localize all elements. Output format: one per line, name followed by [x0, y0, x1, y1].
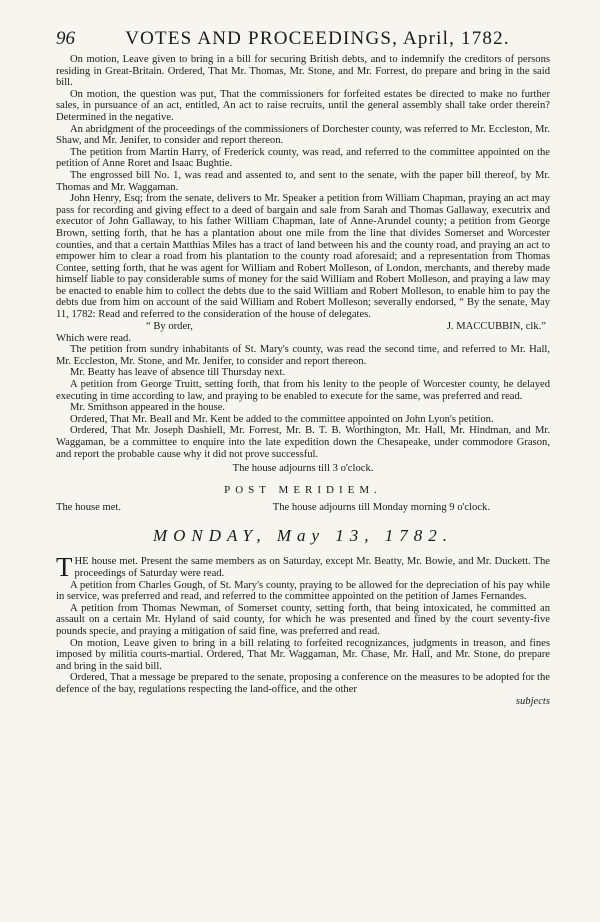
catchword: subjects: [515, 695, 550, 707]
paragraph: A petition from Charles Gough, of St. Mary's county, praying to be allowed for the depreciation of his pay while in service, was preferred and read, and referred to the committee appointed on the petition of James Fernandes.: [56, 579, 550, 603]
section-heading: POST MERIDIEM.: [224, 483, 382, 496]
by-order: “ By order,: [146, 320, 193, 332]
signature-line: [56, 321, 550, 333]
page-number: 96: [56, 28, 75, 49]
paragraph: On motion, the question was put, That the commissioners for forfeited estates be directed to make no further sales, in pursuance of an act, entitled, An act to raise recruits, until the general assembly shall take order therein? Determined in the negative.: [56, 88, 550, 123]
paragraph-text: HE house met. Present the same members as on Saturday, except Mr. Beatty, Mr. Bowie, and Mr. Duckett. The proceedings of Saturday were read.: [74, 556, 550, 579]
adjournment-note: The house adjourns till 3 o'clock.: [232, 463, 374, 475]
page-title: VOTES AND PROCEEDINGS, April, 1782.: [125, 28, 510, 49]
paragraph: The petition from sundry inhabitants of St. Mary's county, was read the second time, and referred to Mr. Hall, Mr. Eccleston, Mr. Stone, and Mr. Jenifer, to consider and report thereon.: [56, 344, 550, 367]
paragraph: Mr. Smithson appeared in the house.: [70, 402, 226, 414]
clerk-name: J. MACCUBBIN, clk.”: [446, 320, 546, 332]
paragraph: A petition from Thomas Newman, of Somerset county, setting forth, that being intoxicated, he committed an assault on a certain Mr. Hyland of said county, for which he was presented and fined by the court seventy-five pounds specie, and praying a mitigation of said fine, was preferred and read.: [56, 602, 550, 637]
paragraph: On motion, Leave given to bring in a bill for securing British debts, and to indemnify the creditors of persons residing in Great-Britain. Ordered, That Mr. Thomas, Mr. Stone, and Mr. Forrest, do prepare and bring in the said bill.: [56, 54, 550, 89]
drop-cap: T: [56, 552, 73, 583]
body-text: [56, 54, 550, 707]
paragraph: A petition from George Truitt, setting forth, that from his lenity to the people of Worcester county, he delayed executing in time according to law, and praying to be enabled to execute for the same, was preferred and read.: [56, 379, 550, 402]
date-heading: MONDAY, May 13, 1782.: [152, 526, 454, 546]
paragraph: On motion, Leave given to bring in a bill relating to forfeited recognizances, judgments in treason, and fines imposed by militia courts-martial. Ordered, That Mr. Waggaman, Mr. Chase, Mr. Hall, and Mr. Stone, do prepare and bring in the said bill.: [56, 637, 550, 672]
paragraph: [56, 552, 550, 583]
paragraph: John Henry, Esq; from the senate, delivers to Mr. Speaker a petition from William Chapman, praying an act may pass for recording and giving effect to a deed of bargain and sale from Sarah and Thomas Gallaway, executrix and executor of John Gallaway, to his father William Chapman, late of Anne-Arundel county; a petition from George Brown, setting forth, that he has a plantation about one mile from the line that divides Somerset and Worcester counties, and that a certain Matthias Miles has a tract of land between his and the county road, and praying an act to empower him to clear a road from his plantation to the county road aforesaid; and a representation from Thomas Contee, setting forth, that he was agent for William and Robert Molleson, of London, merchants, and thereby made himself liable to pay considerable sums of money for the said William and Robert Molleson, and praying a law may be enacted to enable him to collect the debts due to the said William and Robert Molleson, to enable him to pay the debts due from him on account of the said William and Robert Molleson; severally endorsed, “ By the senate, May 11, 1782: Read and referred to the consideration of the house of delegates.: [56, 193, 550, 321]
paragraph: The petition from Martin Harry, of Frederick county, was read, and referred to the committee appointed on the petition of Anne Roret and Isaac Bughtie.: [56, 146, 550, 170]
paragraph: Ordered, That Mr. Beall and Mr. Kent be added to the committee appointed on John Lyon's petition.: [70, 413, 494, 425]
adjournment-note: The house adjourns till Monday morning 9 o'clock.: [272, 502, 490, 514]
paragraph: The engrossed bill No. 1, was read and assented to, and sent to the senate, with the paper bill thereof, by Mr. Thomas and Mr. Waggaman.: [56, 169, 550, 193]
paragraph: Which were read.: [56, 332, 131, 344]
paragraph: Ordered, That Mr. Joseph Dashiell, Mr. Forrest, Mr. B. T. B. Worthington, Mr. Hall, Mr. Hindman, and Mr. Waggaman, be a committee to enquire into the late expedition down the Chesapeake, under commodore Grason, and report the probable cause why it did not prove successful.: [56, 425, 550, 460]
page-header: [56, 28, 550, 50]
house-met-note: The house met.: [56, 502, 122, 514]
afternoon-session: [56, 502, 550, 514]
paragraph: Ordered, That a message be prepared to the senate, proposing a conference on the measures to be adopted for the defence of the bay, regulations respecting the land-office, and the other: [56, 672, 550, 695]
paragraph: An abridgment of the proceedings of the commissioners of Dorchester county, was referred to Mr. Eccleston, Mr. Shaw, and Mr. Jenifer, to consider and report thereon.: [56, 123, 551, 147]
paragraph: Mr. Beatty has leave of absence till Thursday next.: [70, 367, 286, 379]
